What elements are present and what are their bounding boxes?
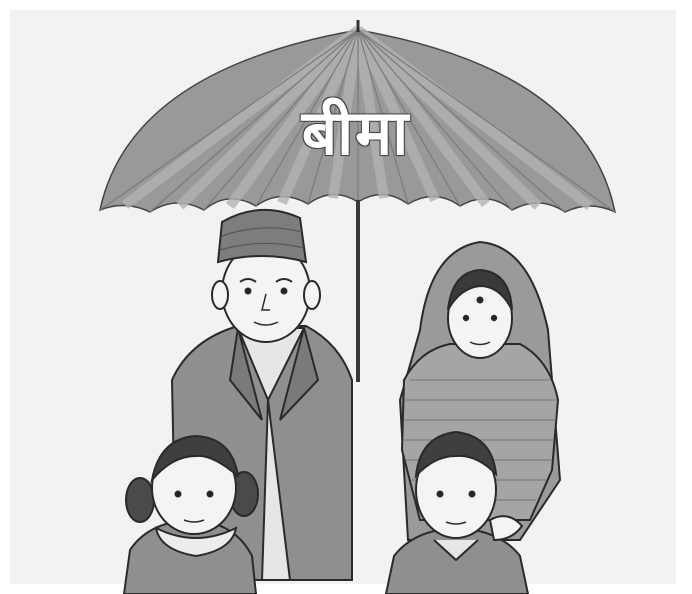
umbrella-label: बीमा [301, 96, 411, 169]
